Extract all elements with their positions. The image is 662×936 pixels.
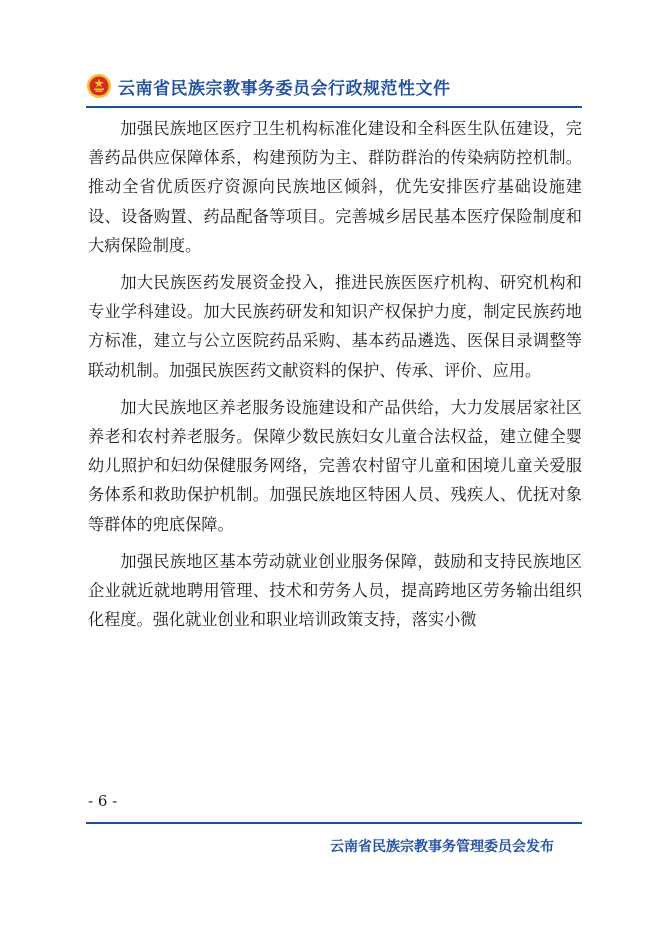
document-header [86,68,586,104]
page-number: - 6 - [88,792,118,810]
footer-publisher: 云南省民族宗教事务管理委员会发布 [330,839,554,855]
body-paragraph: 加大民族地区养老服务设施建设和产品供给，大力发展居家社区养老和农村养老服务。保障少数民族妇女儿童合法权益，建立健全婴幼儿照护和妇幼保健服务网络，完善农村留守儿童和困境儿童关爱服务体系和救助保护机制。加强民族地区特困人员、残疾人、优抚对象等群体的兜底保障。 [88,397,582,534]
document-body [88,114,582,642]
header-divider [86,106,582,108]
body-paragraph: 加强民族地区医疗卫生机构标准化建设和全科医生队伍建设，完善药品供应保障体系，构建预防为主、群防群治的传染病防控机制。推动全省优质医疗资源向民族地区倾斜，优先安排医疗基础设施建设、设备购置、药品配备等项目。完善城乡居民基本医疗保险制度和大病保险制度。 [88,119,582,255]
body-paragraph: 加强民族地区基本劳动就业创业服务保障，鼓励和支持民族地区企业就近就地聘用管理、技术和劳务人员，提高跨地区劳务输出组织化程度。强化就业创业和职业培训政策支持，落实小微 [88,551,582,630]
header-title: 云南省民族宗教事务委员会行政规范性文件 [118,78,451,99]
body-paragraph: 加大民族医药发展资金投入，推进民族医医疗机构、研究机构和专业学科建设。加大民族药研发和知识产权保护力度，制定民族药地方标准，建立与公立医院药品采购、基本药品遴选、医保目录调整等联动机制。加强民族医药文献资料的保护、传承、评价、应用。 [88,273,582,380]
national-emblem-icon [86,73,112,99]
footer-divider [86,822,582,824]
